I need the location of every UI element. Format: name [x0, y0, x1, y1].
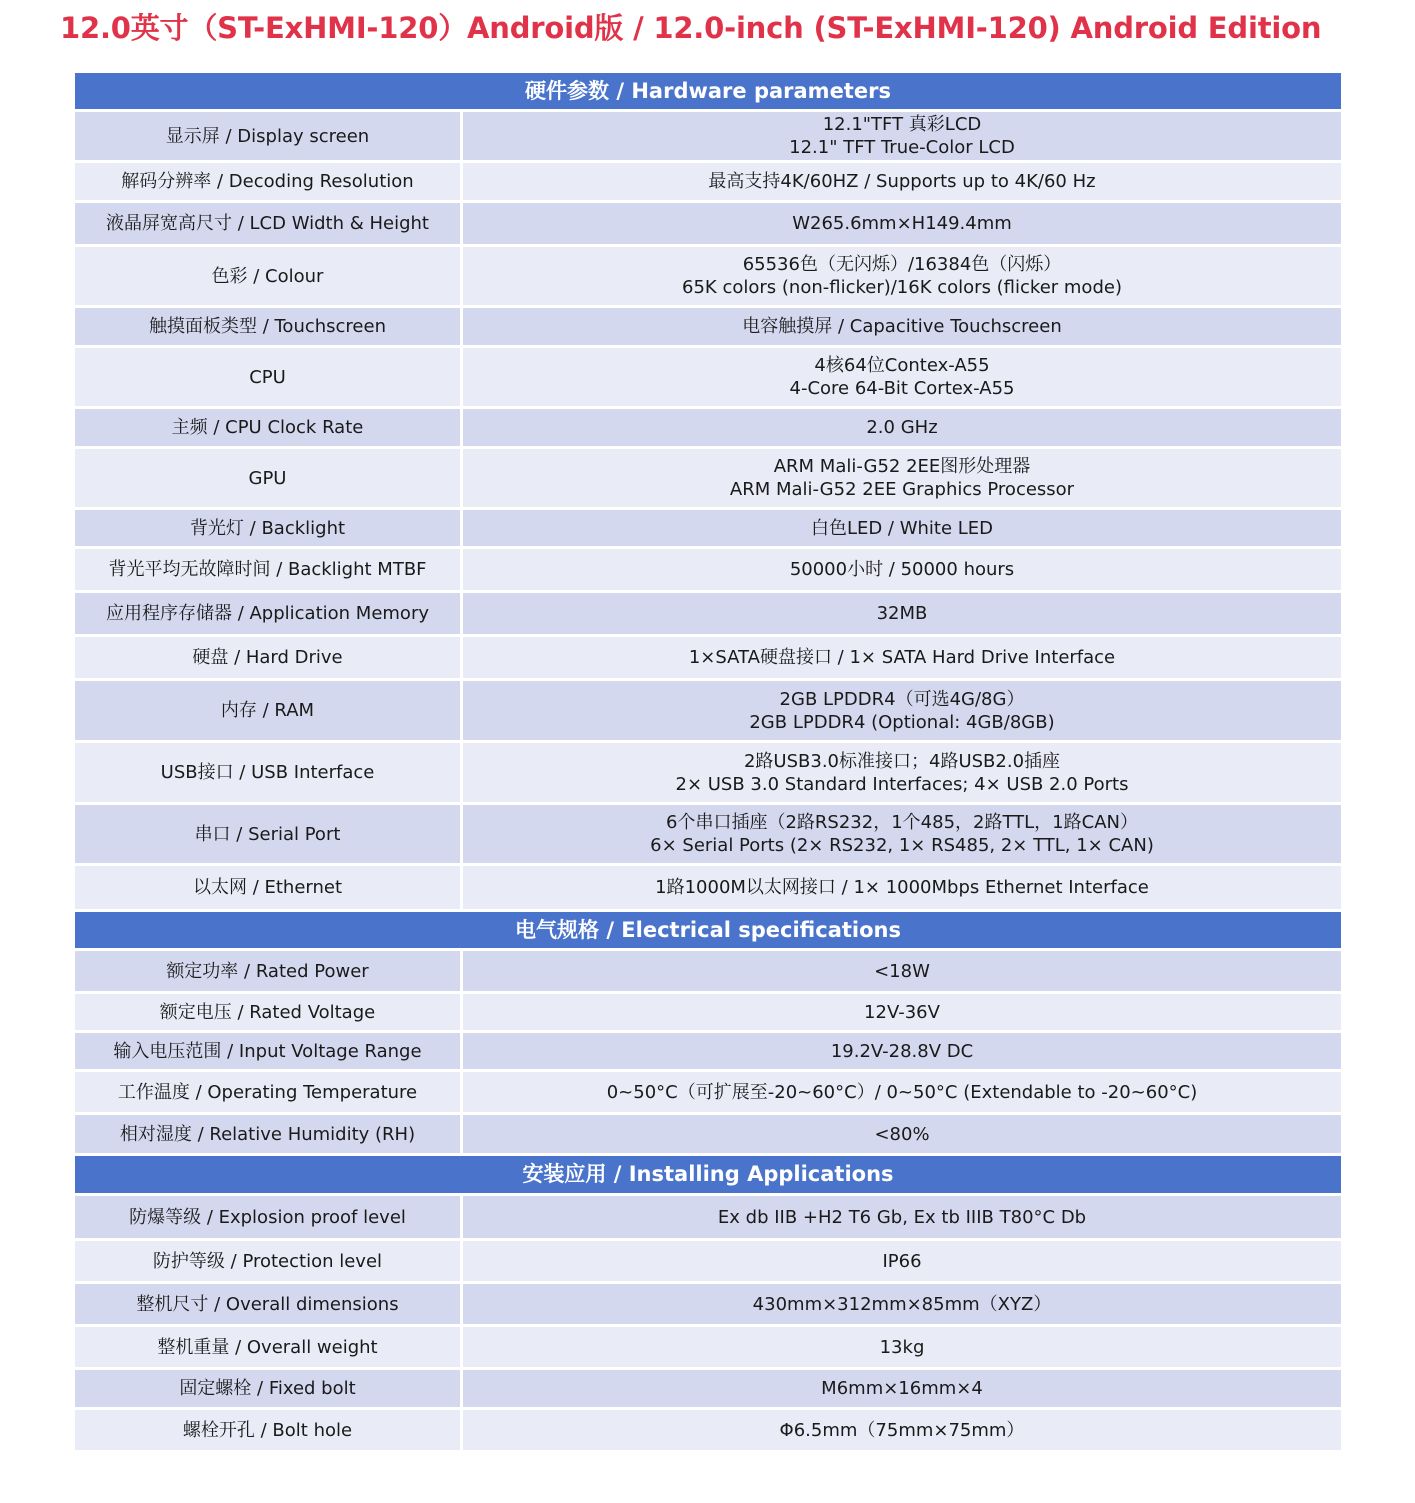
- param-value-line: <18W: [874, 960, 930, 982]
- param-value: [463, 1370, 1341, 1407]
- table-row: [75, 637, 1341, 678]
- param-label: 触摸面板类型 / Touchscreen: [75, 308, 463, 345]
- param-value: [463, 951, 1341, 991]
- spec-table: [75, 70, 1341, 1453]
- param-value: [463, 549, 1341, 590]
- param-value-line: 4-Core 64-Bit Cortex-A55: [789, 378, 1015, 399]
- param-value: [463, 409, 1341, 446]
- table-row: [75, 1196, 1341, 1238]
- param-value-line: ARM Mali-G52 2EE图形处理器: [773, 456, 1031, 477]
- param-value-line: 白色LED / White LED: [810, 517, 994, 539]
- table-row: [75, 743, 1341, 802]
- page-title: 12.0英寸（ST-ExHMI-120）Android版 / 12.0-inch (ST-ExHMI-120) Android Edition: [60, 11, 1322, 45]
- param-value: [463, 593, 1341, 634]
- param-value: [463, 1196, 1341, 1238]
- table-row: [75, 449, 1341, 507]
- param-value: [463, 994, 1341, 1030]
- table-row: [75, 951, 1341, 991]
- param-label: 色彩 / Colour: [75, 247, 463, 305]
- param-value: [463, 247, 1341, 305]
- param-label: 内存 / RAM: [75, 681, 463, 740]
- param-label: 防护等级 / Protection level: [75, 1241, 463, 1281]
- table-row: [75, 348, 1341, 406]
- param-value: [463, 163, 1341, 200]
- table-row: [75, 1284, 1341, 1324]
- param-value: [463, 805, 1341, 863]
- param-label: 背光平均无故障时间 / Backlight MTBF: [75, 549, 463, 590]
- param-value: [463, 112, 1341, 160]
- param-value-line: 19.2V-28.8V DC: [830, 1040, 974, 1062]
- param-value-line: 2.0 GHz: [866, 417, 938, 438]
- param-value-line: M6mm×16mm×4: [821, 1378, 983, 1399]
- table-row: [75, 681, 1341, 740]
- param-label: 串口 / Serial Port: [75, 805, 463, 863]
- table-row: [75, 805, 1341, 863]
- table-row: [75, 994, 1341, 1030]
- param-value-line: Ex db IIB +H2 T6 Gb, Ex tb IIIB T80°C Db: [717, 1206, 1087, 1228]
- section-heading: 硬件参数 / Hardware parameters: [75, 73, 1341, 109]
- param-value: [463, 203, 1341, 244]
- param-value-line: 2GB LPDDR4 (Optional: 4GB/8GB): [749, 711, 1055, 733]
- param-label: USB接口 / USB Interface: [75, 743, 463, 802]
- param-label: 螺栓开孔 / Bolt hole: [75, 1410, 463, 1450]
- table-row: [75, 593, 1341, 634]
- section-heading: 安装应用 / Installing Applications: [75, 1156, 1341, 1193]
- table-row: [75, 1072, 1341, 1112]
- section-header-row: [75, 912, 1341, 948]
- param-value-line: 2路USB3.0标准接口；4路USB2.0插座: [743, 750, 1061, 772]
- param-value: [463, 637, 1341, 678]
- param-value-line: W265.6mm×H149.4mm: [792, 213, 1012, 234]
- param-label: 额定电压 / Rated Voltage: [75, 994, 463, 1030]
- param-value: [463, 1327, 1341, 1367]
- param-value-line: 12V-36V: [864, 1001, 940, 1023]
- param-label: 整机尺寸 / Overall dimensions: [75, 1284, 463, 1324]
- param-value: [463, 1284, 1341, 1324]
- table-row: [75, 549, 1341, 590]
- param-value: [463, 681, 1341, 740]
- table-row: [75, 1410, 1341, 1450]
- param-value-line: 电容触摸屏 / Capacitive Touchscreen: [742, 316, 1062, 337]
- param-value-line: 12.1"TFT 真彩LCD: [822, 114, 982, 135]
- param-label: 防爆等级 / Explosion proof level: [75, 1196, 463, 1238]
- table-row: [75, 866, 1341, 909]
- table-row: [75, 112, 1341, 160]
- param-value: [463, 866, 1341, 909]
- param-value-line: 12.1" TFT True-Color LCD: [789, 137, 1015, 158]
- table-row: [75, 308, 1341, 345]
- param-value-line: 0~50°C（可扩展至-20~60°C）/ 0~50°C (Extendable to -20~60°C): [606, 1081, 1198, 1103]
- section-header-row: [75, 73, 1341, 109]
- param-label: GPU: [75, 449, 463, 507]
- table-row: [75, 1115, 1341, 1153]
- param-value-line: 1路1000M以太网接口 / 1× 1000Mbps Ethernet Interface: [655, 877, 1149, 898]
- param-value-line: <80%: [874, 1123, 930, 1145]
- table-row: [75, 1370, 1341, 1407]
- param-label: 主频 / CPU Clock Rate: [75, 409, 463, 446]
- param-value: [463, 1410, 1341, 1450]
- table-row: [75, 510, 1341, 546]
- table-row: [75, 1033, 1341, 1069]
- param-value-line: 2GB LPDDR4（可选4G/8G）: [779, 688, 1025, 710]
- param-label: 硬盘 / Hard Drive: [75, 637, 463, 678]
- table-row: [75, 247, 1341, 305]
- param-value: [463, 1241, 1341, 1281]
- param-label: 固定螺栓 / Fixed bolt: [75, 1370, 463, 1407]
- param-value-line: 50000小时 / 50000 hours: [789, 559, 1015, 580]
- spec-table-body: [75, 73, 1341, 1450]
- param-value: [463, 449, 1341, 507]
- param-label: 整机重量 / Overall weight: [75, 1327, 463, 1367]
- param-value: [463, 308, 1341, 345]
- param-value: [463, 510, 1341, 546]
- section-header-row: [75, 1156, 1341, 1193]
- param-value: [463, 1115, 1341, 1153]
- param-label: 额定功率 / Rated Power: [75, 951, 463, 991]
- param-value-line: 13kg: [879, 1336, 925, 1358]
- param-value-line: 4核64位Contex-A55: [814, 355, 990, 376]
- param-value-line: 65536色（无闪烁）/16384色（闪烁）: [742, 254, 1062, 275]
- table-row: [75, 163, 1341, 200]
- param-value-line: 32MB: [876, 603, 928, 624]
- param-value: [463, 348, 1341, 406]
- param-value-line: 2× USB 3.0 Standard Interfaces; 4× USB 2.0 Ports: [675, 773, 1129, 795]
- table-row: [75, 1241, 1341, 1281]
- param-label: 背光灯 / Backlight: [75, 510, 463, 546]
- param-label: 以太网 / Ethernet: [75, 866, 463, 909]
- section-heading: 电气规格 / Electrical specifications: [75, 912, 1341, 948]
- param-value-line: 1×SATA硬盘接口 / 1× SATA Hard Drive Interface: [688, 647, 1116, 668]
- table-row: [75, 409, 1341, 446]
- param-value-line: 最高支持4K/60HZ / Supports up to 4K/60 Hz: [708, 171, 1096, 192]
- param-value-line: ARM Mali-G52 2EE Graphics Processor: [729, 479, 1075, 500]
- param-label: 应用程序存储器 / Application Memory: [75, 593, 463, 634]
- param-value-line: 65K colors (non-flicker)/16K colors (flicker mode): [682, 277, 1122, 298]
- param-label: 解码分辨率 / Decoding Resolution: [75, 163, 463, 200]
- param-value-line: Φ6.5mm（75mm×75mm）: [779, 1419, 1025, 1441]
- param-label: 液晶屏宽高尺寸 / LCD Width & Height: [75, 203, 463, 244]
- param-label: 输入电压范围 / Input Voltage Range: [75, 1033, 463, 1069]
- param-value-line: IP66: [882, 1250, 922, 1272]
- table-row: [75, 203, 1341, 244]
- param-value-line: 6× Serial Ports (2× RS232, 1× RS485, 2× TTL, 1× CAN): [650, 835, 1154, 856]
- param-label: 显示屏 / Display screen: [75, 112, 463, 160]
- param-value-line: 430mm×312mm×85mm（XYZ）: [752, 1293, 1052, 1315]
- param-label: 工作温度 / Operating Temperature: [75, 1072, 463, 1112]
- param-label: 相对湿度 / Relative Humidity (RH): [75, 1115, 463, 1153]
- param-value: [463, 743, 1341, 802]
- table-row: [75, 1327, 1341, 1367]
- param-value: [463, 1033, 1341, 1069]
- param-value: [463, 1072, 1341, 1112]
- param-label: CPU: [75, 348, 463, 406]
- param-value-line: 6个串口插座（2路RS232，1个485，2路TTL，1路CAN）: [666, 812, 1138, 833]
